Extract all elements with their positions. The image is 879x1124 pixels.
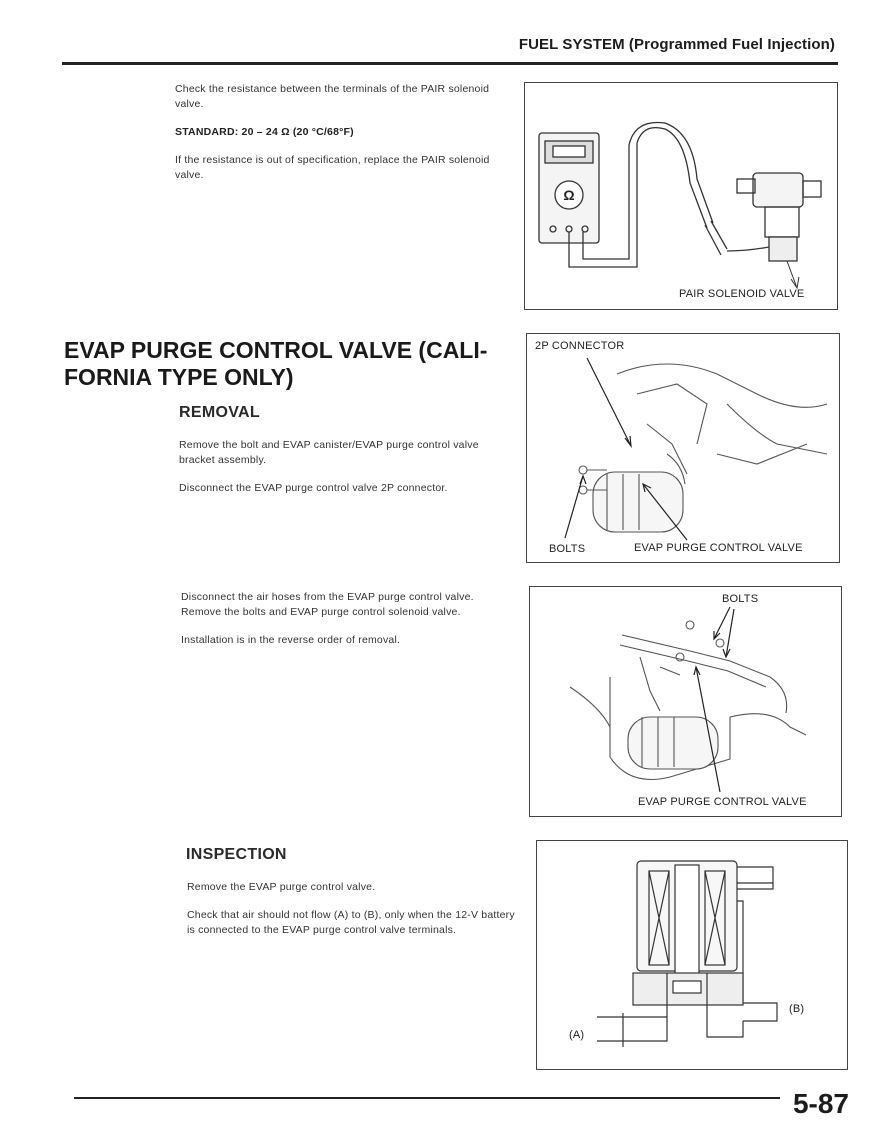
inspection-heading: INSPECTION <box>186 846 287 863</box>
meter-ohm-symbol: Ω <box>563 187 575 203</box>
section-title-line-1: EVAP PURGE CONTROL VALVE (CALI- <box>64 337 488 363</box>
pair-check-paragraph-1: Check the resistance between the terminals of the PAIR solenoid valve. <box>175 83 490 110</box>
evap-cutaway-figure <box>536 840 848 1070</box>
pair-solenoid-illustration <box>525 83 837 309</box>
header-rule <box>62 62 838 65</box>
label-a: (A) <box>569 1029 585 1041</box>
inspection-paragraph-2: Check that air should not flow (A) to (B), only when the 12-V battery is connected to the EVAP purge control valve terminals. <box>187 909 515 936</box>
section-title-line-2: FORNIA TYPE ONLY) <box>64 364 294 390</box>
inspection-text <box>187 880 522 951</box>
hoses-paragraph-2: Remove the bolts and EVAP purge control solenoid valve. <box>181 606 461 618</box>
evap-valve-label: EVAP PURGE CONTROL VALVE <box>634 542 803 554</box>
removal-text <box>179 438 514 509</box>
pair-standard-spec: STANDARD: 20 – 24 Ω (20 °C/68°F) <box>175 126 354 138</box>
pair-check-text <box>175 82 510 196</box>
inspection-paragraph-1: Remove the EVAP purge control valve. <box>187 881 376 893</box>
footer-rule <box>74 1097 780 1099</box>
evap-bolts-illustration <box>530 587 841 816</box>
evap-section-title <box>64 337 504 391</box>
pair-check-paragraph-2: If the resistance is out of specification, replace the PAIR solenoid valve. <box>175 154 490 181</box>
evap-valve-label-2: EVAP PURGE CONTROL VALVE <box>638 796 807 808</box>
hoses-text <box>181 590 516 661</box>
evap-connector-illustration <box>527 334 839 562</box>
page-header-title: FUEL SYSTEM (Programmed Fuel Injection) <box>518 36 835 53</box>
evap-connector-figure <box>526 333 840 563</box>
connector-label: 2P CONNECTOR <box>535 340 625 352</box>
hoses-paragraph-3: Installation is in the reverse order of removal. <box>181 634 401 646</box>
label-b: (B) <box>789 1003 805 1015</box>
evap-bolts-figure <box>529 586 842 817</box>
hoses-paragraph-1: Disconnect the air hoses from the EVAP purge control valve. <box>181 591 474 603</box>
pair-solenoid-figure <box>524 82 838 310</box>
removal-paragraph-2: Disconnect the EVAP purge control valve 2P connector. <box>179 482 448 494</box>
pair-solenoid-valve-label: PAIR SOLENOID VALVE <box>679 288 805 300</box>
bolts-label: BOLTS <box>549 543 586 555</box>
page-number: 5-87 <box>792 1088 849 1119</box>
removal-heading: REMOVAL <box>179 404 260 421</box>
bolts-label-2: BOLTS <box>722 593 759 605</box>
removal-paragraph-1: Remove the bolt and EVAP canister/EVAP purge control valve bracket assembly. <box>179 439 479 466</box>
